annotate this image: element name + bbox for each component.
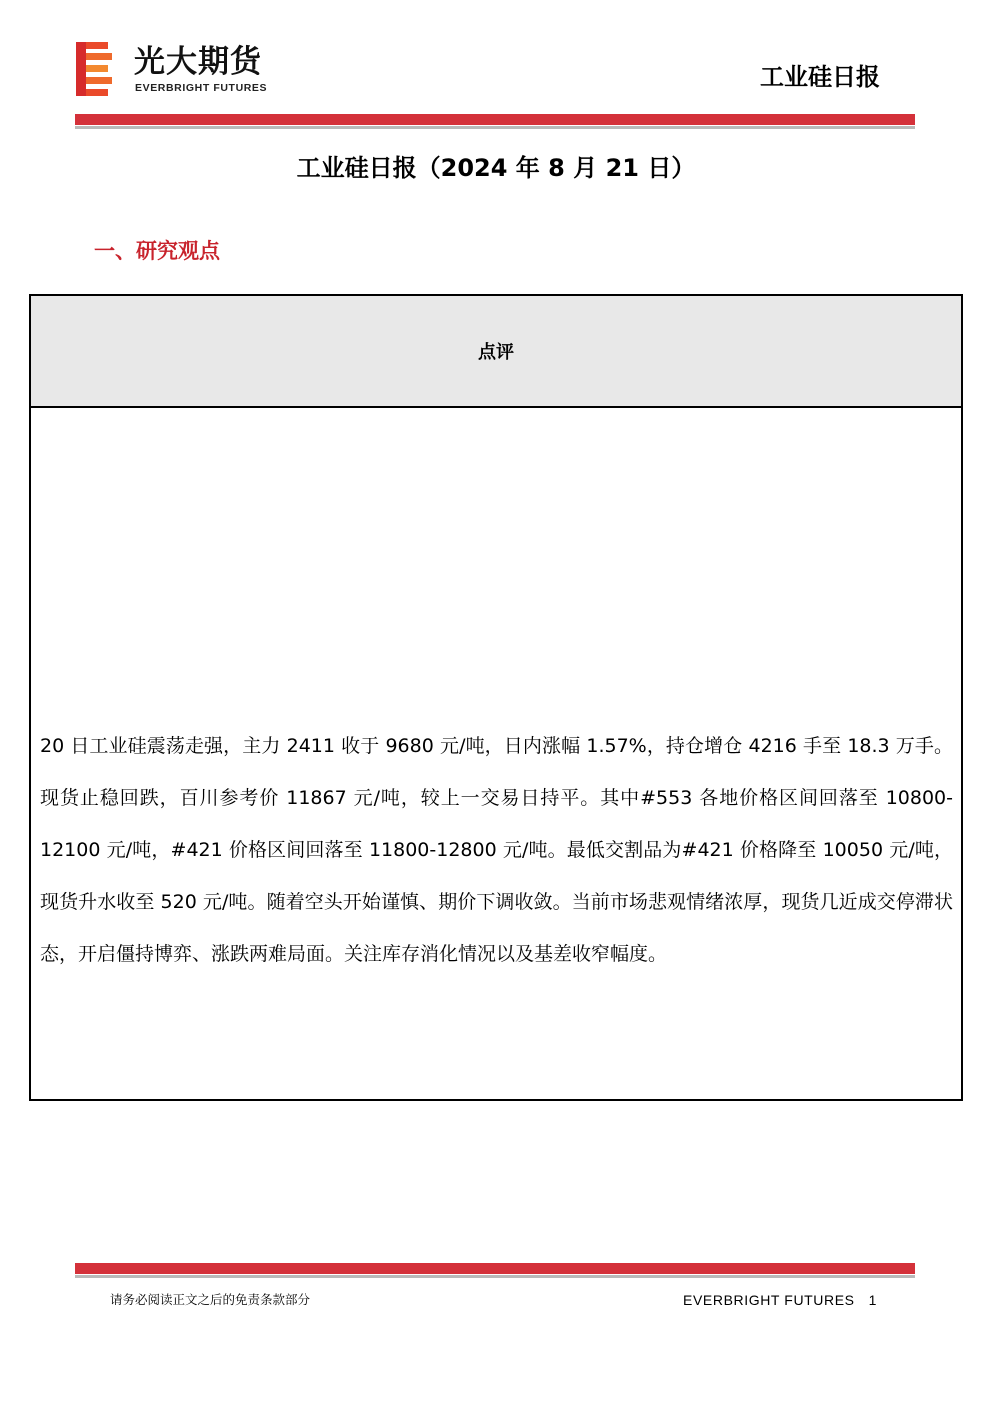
page-number: 1 [868,1292,877,1308]
header-divider [75,114,915,125]
report-header-title: 工业硅日报 [760,63,880,91]
everbright-e-logo-icon [76,42,116,96]
document-title: 工业硅日报（2024 年 8 月 21 日） [296,154,696,182]
footer-company-en: EVERBRIGHT FUTURES [683,1292,855,1308]
company-logo [76,42,296,98]
table-header [31,296,961,408]
footer-right [683,1290,877,1310]
section-heading: 一、研究观点 [94,239,220,263]
logo-name-cn: 光大期货 [134,44,262,80]
logo-name-en: EVERBRIGHT FUTURES [135,82,268,94]
table-header-label: 点评 [478,342,514,363]
footer-disclaimer: 请务必阅读正文之后的免责条款部分 [110,1292,311,1307]
comment-text: 20 日工业硅震荡走强，主力 2411 收于 9680 元/吨，日内涨幅 1.57%，持仓增仓 4216 手至 18.3 万手。现货止稳回跌，百川参考价 11867 元/吨，较上一交易日持平。其中#553 各地价格区间回落至 10800-12100 元/吨，#421 价格区间回落至 11800-12800 元/吨。最低交割品为#421 价格降至 10050 元/吨，现货升水收至 520 元/吨。随着空头开始谨慎、期价下调收敛。当前市场悲观情绪浓厚，现货几近成交停滞状态，开启僵持博弈、涨跌两难局面。关注库存消化情况以及基差收窄幅度。 [40,735,953,965]
table-body [31,408,961,1099]
research-view-table [29,294,963,1101]
footer-divider [75,1263,915,1274]
